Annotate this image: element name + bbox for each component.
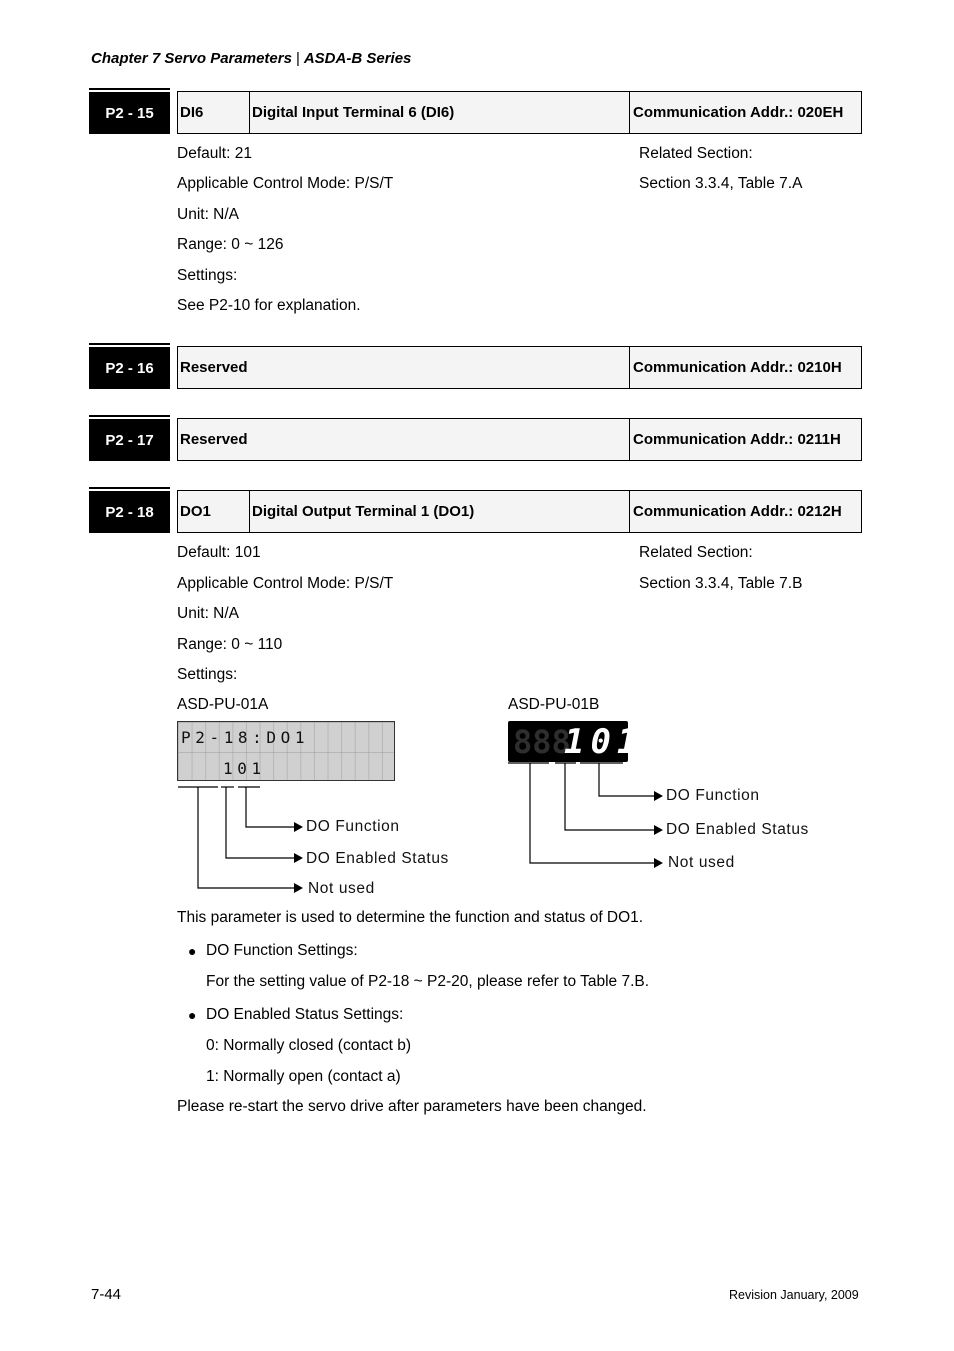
label-not-used-a: Not used xyxy=(308,880,375,897)
settings-label: Settings: xyxy=(177,267,238,284)
unit: Unit: N/A xyxy=(177,605,240,622)
param-name: Reserved xyxy=(178,419,630,460)
revision-date: Revision January, 2009 xyxy=(729,1288,859,1302)
pu01a-label: ASD-PU-01A xyxy=(177,696,269,713)
seg-unused-digits: 888 xyxy=(513,723,571,761)
related-section-value: Section 3.3.4, Table 7.A xyxy=(639,175,803,192)
series-title: ASDA-B Series xyxy=(303,50,412,67)
label-do-enabled-b: DO Enabled Status xyxy=(666,821,809,838)
param-id-p2-18: P2 - 18 xyxy=(89,491,170,533)
seg-value-digits: 101 xyxy=(564,722,644,762)
restart-note: Please re-start the servo drive after parameters have been changed. xyxy=(177,1098,647,1115)
param-id-p2-15: P2 - 15 xyxy=(89,92,170,134)
param-address: Communication Addr.: 0210H xyxy=(633,359,842,376)
intro-text: This parameter is used to determine the function and status of DO1. xyxy=(177,909,644,926)
param-name: Reserved xyxy=(178,347,630,388)
param-id-p2-17: P2 - 17 xyxy=(89,419,170,461)
default-value: Default: 101 xyxy=(177,544,261,561)
bullet-do-enabled-opt0: 0: Normally closed (contact b) xyxy=(206,1037,412,1054)
label-do-enabled-a: DO Enabled Status xyxy=(306,850,449,867)
bullet-do-function-text: For the setting value of P2-18 ~ P2-20, please refer to Table 7.B. xyxy=(206,973,650,990)
label-not-used-b: Not used xyxy=(668,854,735,871)
bullet-dot: ● xyxy=(188,1007,197,1023)
header-separator: | xyxy=(295,50,300,67)
bullet-do-function-title: DO Function Settings: xyxy=(206,942,358,959)
settings-text: See P2-10 for explanation. xyxy=(177,297,361,314)
control-mode: Applicable Control Mode: P/S/T xyxy=(177,575,394,592)
control-mode: Applicable Control Mode: P/S/T xyxy=(177,175,394,192)
param-name: Digital Output Terminal 1 (DO1) xyxy=(250,491,630,532)
param-address: Communication Addr.: 020EH xyxy=(633,104,844,121)
label-do-function-b: DO Function xyxy=(666,787,760,804)
param-address: Communication Addr.: 0212H xyxy=(633,503,842,520)
related-section-value: Section 3.3.4, Table 7.B xyxy=(639,575,803,592)
default-value: Default: 21 xyxy=(177,145,252,162)
bullet-do-enabled-title: DO Enabled Status Settings: xyxy=(206,1006,404,1023)
related-section-label: Related Section: xyxy=(639,145,753,162)
unit: Unit: N/A xyxy=(177,206,240,223)
bullet-do-enabled-opt1: 1: Normally open (contact a) xyxy=(206,1068,401,1085)
settings-label: Settings: xyxy=(177,666,238,683)
chapter-title: Chapter 7 Servo Parameters xyxy=(91,50,292,67)
range: Range: 0 ~ 110 xyxy=(177,636,283,653)
lcd-line-2: 101 xyxy=(223,759,266,778)
page-number: 7-44 xyxy=(91,1286,122,1303)
param-name: Digital Input Terminal 6 (DI6) xyxy=(250,92,630,133)
param-code: DO1 xyxy=(178,491,250,532)
param-code: DI6 xyxy=(178,92,250,133)
pu01b-label: ASD-PU-01B xyxy=(508,696,600,713)
range: Range: 0 ~ 126 xyxy=(177,236,284,253)
bullet-dot: ● xyxy=(188,943,197,959)
lcd-line-1: P2-18:DO1 xyxy=(181,728,310,747)
label-do-function-a: DO Function xyxy=(306,818,400,835)
param-address: Communication Addr.: 0211H xyxy=(633,431,841,448)
related-section-label: Related Section: xyxy=(639,544,753,561)
param-id-p2-16: P2 - 16 xyxy=(89,347,170,389)
